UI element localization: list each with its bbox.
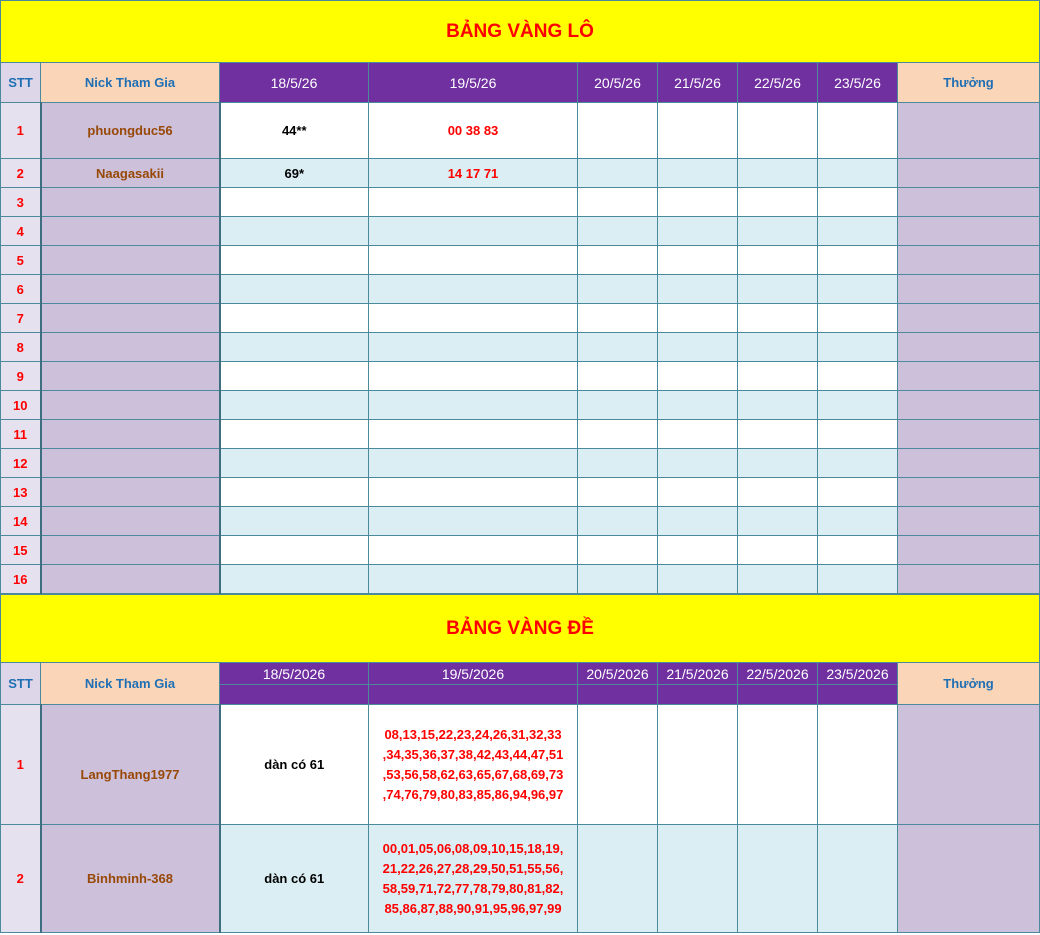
row-nick[interactable]: [41, 478, 220, 507]
row-nick[interactable]: [41, 507, 220, 536]
de-title: BẢNG VÀNG ĐỀ: [1, 595, 1040, 663]
row-date-5[interactable]: [738, 188, 818, 217]
table-row: [1, 217, 1040, 246]
table-row: [1, 478, 1040, 507]
number-line: ,53,56,58,62,63,65,67,68,69,73: [382, 766, 564, 782]
de-header-date-5[interactable]: 22/5/2026: [738, 663, 818, 685]
row-date-1[interactable]: [220, 507, 369, 536]
row-date-1[interactable]: dàn có 61: [220, 825, 369, 933]
de-header-date-2[interactable]: 19/5/2026: [369, 663, 578, 685]
table-row: [1, 362, 1040, 391]
number-line: 85,86,87,88,90,91,95,96,97,99: [384, 900, 562, 916]
table-row: [1, 275, 1040, 304]
row-date-4[interactable]: [658, 478, 738, 507]
row-date-4[interactable]: [658, 188, 738, 217]
row-date-2[interactable]: [369, 420, 578, 449]
lo-header-prize[interactable]: Thưởng: [898, 63, 1040, 103]
de-header-sub-cell[interactable]: [578, 685, 658, 705]
table-row: [1, 825, 1040, 933]
row-date-1[interactable]: [220, 536, 369, 565]
row-date-5[interactable]: [738, 507, 818, 536]
row-date-6[interactable]: [818, 275, 898, 304]
row-date-6[interactable]: [818, 449, 898, 478]
row-nick[interactable]: [41, 246, 220, 275]
number-line: 58,59,71,72,77,78,79,80,81,82,: [382, 880, 564, 896]
row-stt[interactable]: 6: [1, 275, 41, 304]
table-row: [1, 536, 1040, 565]
row-date-1[interactable]: [220, 217, 369, 246]
row-date-1[interactable]: [220, 362, 369, 391]
row-date-4[interactable]: [658, 275, 738, 304]
table-row: [1, 507, 1040, 536]
row-date-3[interactable]: [578, 478, 658, 507]
row-date-1[interactable]: [220, 304, 369, 333]
row-date-3[interactable]: [578, 420, 658, 449]
row-date-5[interactable]: [738, 825, 818, 933]
row-date-4[interactable]: [658, 420, 738, 449]
row-stt[interactable]: 7: [1, 304, 41, 333]
row-nick[interactable]: [41, 362, 220, 391]
row-stt[interactable]: 12: [1, 449, 41, 478]
row-prize[interactable]: [898, 536, 1040, 565]
de-header-sub-cell[interactable]: [658, 685, 738, 705]
row-prize[interactable]: [898, 449, 1040, 478]
row-date-4[interactable]: [658, 333, 738, 362]
row-stt[interactable]: 1: [1, 103, 41, 159]
row-stt[interactable]: 2: [1, 159, 41, 188]
row-date-4[interactable]: [658, 246, 738, 275]
de-header-stt[interactable]: STT: [1, 663, 41, 705]
row-nick[interactable]: [41, 449, 220, 478]
row-date-3[interactable]: [578, 217, 658, 246]
de-header-sub-cell[interactable]: [220, 685, 369, 705]
row-date-2[interactable]: [369, 188, 578, 217]
row-date-1[interactable]: [220, 565, 369, 594]
row-date-5[interactable]: [738, 565, 818, 594]
row-date-5[interactable]: [738, 246, 818, 275]
lo-header-date-3[interactable]: 20/5/26: [578, 63, 658, 103]
row-date-2[interactable]: 00 38 83: [369, 103, 578, 159]
row-date-6[interactable]: [818, 246, 898, 275]
row-stt[interactable]: 1: [1, 705, 41, 825]
lo-header-date-1[interactable]: 18/5/26: [220, 63, 369, 103]
row-prize[interactable]: [898, 217, 1040, 246]
de-header-date-3[interactable]: 20/5/2026: [578, 663, 658, 685]
row-date-1[interactable]: [220, 420, 369, 449]
row-date-5[interactable]: [738, 362, 818, 391]
de-header-date-6[interactable]: 23/5/2026: [818, 663, 898, 685]
row-date-3[interactable]: [578, 391, 658, 420]
row-prize[interactable]: [898, 333, 1040, 362]
row-date-3[interactable]: [578, 159, 658, 188]
table-row: [1, 304, 1040, 333]
row-date-6[interactable]: [818, 420, 898, 449]
de-header-nick[interactable]: Nick Tham Gia: [41, 663, 220, 705]
row-date-6[interactable]: [818, 304, 898, 333]
row-date-5[interactable]: [738, 275, 818, 304]
row-date-6[interactable]: [818, 565, 898, 594]
row-date-5[interactable]: [738, 536, 818, 565]
row-date-6[interactable]: [818, 333, 898, 362]
row-date-1[interactable]: dàn có 61: [220, 705, 369, 825]
number-line: 00,01,05,06,08,09,10,15,18,19,: [382, 840, 564, 856]
row-date-1[interactable]: [220, 449, 369, 478]
row-stt[interactable]: 16: [1, 565, 41, 594]
row-date-4[interactable]: [658, 304, 738, 333]
row-nick[interactable]: [41, 536, 220, 565]
row-date-2-numbers[interactable]: [369, 825, 578, 933]
lo-title: BẢNG VÀNG LÔ: [1, 1, 1040, 63]
row-stt[interactable]: 3: [1, 188, 41, 217]
row-stt[interactable]: 4: [1, 217, 41, 246]
row-prize[interactable]: [898, 420, 1040, 449]
row-date-3[interactable]: [578, 275, 658, 304]
row-nick[interactable]: [41, 565, 220, 594]
row-date-3[interactable]: [578, 333, 658, 362]
row-date-3[interactable]: [578, 536, 658, 565]
row-date-4[interactable]: [658, 507, 738, 536]
row-prize[interactable]: [898, 507, 1040, 536]
row-prize[interactable]: [898, 391, 1040, 420]
number-line: ,74,76,79,80,83,85,86,94,96,97: [382, 786, 564, 802]
de-table: [0, 594, 1040, 933]
row-date-6[interactable]: [818, 362, 898, 391]
row-date-4[interactable]: [658, 362, 738, 391]
row-prize[interactable]: [898, 362, 1040, 391]
row-date-6[interactable]: [818, 391, 898, 420]
row-prize[interactable]: [898, 565, 1040, 594]
table-row: [1, 565, 1040, 594]
row-date-4[interactable]: [658, 217, 738, 246]
row-date-1[interactable]: [220, 478, 369, 507]
row-date-5[interactable]: [738, 478, 818, 507]
row-date-4[interactable]: [658, 536, 738, 565]
row-prize[interactable]: [898, 705, 1040, 825]
de-header-sub-cell[interactable]: [738, 685, 818, 705]
de-header-sub-cell[interactable]: [818, 685, 898, 705]
number-line: ,34,35,36,37,38,42,43,44,47,51: [382, 746, 564, 762]
row-nick[interactable]: [41, 420, 220, 449]
row-date-3[interactable]: [578, 507, 658, 536]
row-date-6[interactable]: [818, 103, 898, 159]
row-nick[interactable]: phuongduc56: [41, 103, 220, 159]
lo-header-date-6[interactable]: 23/5/26: [818, 63, 898, 103]
row-date-2[interactable]: [369, 507, 578, 536]
row-date-1[interactable]: [220, 246, 369, 275]
row-date-4[interactable]: [658, 449, 738, 478]
row-date-5[interactable]: [738, 391, 818, 420]
table-row: [1, 188, 1040, 217]
row-prize[interactable]: [898, 159, 1040, 188]
table-row: [1, 420, 1040, 449]
row-date-5[interactable]: [738, 304, 818, 333]
row-date-3[interactable]: [578, 246, 658, 275]
row-stt[interactable]: 14: [1, 507, 41, 536]
row-date-4[interactable]: [658, 705, 738, 825]
row-prize[interactable]: [898, 103, 1040, 159]
row-prize[interactable]: [898, 188, 1040, 217]
table-row: [1, 246, 1040, 275]
row-stt[interactable]: 15: [1, 536, 41, 565]
row-prize[interactable]: [898, 478, 1040, 507]
lo-header-date-4[interactable]: 21/5/26: [658, 63, 738, 103]
table-row: [1, 705, 1040, 825]
row-prize[interactable]: [898, 825, 1040, 933]
row-stt[interactable]: 2: [1, 825, 41, 933]
row-nick[interactable]: [41, 217, 220, 246]
row-date-2[interactable]: [369, 304, 578, 333]
row-prize[interactable]: [898, 304, 1040, 333]
row-date-2[interactable]: [369, 275, 578, 304]
row-stt[interactable]: 9: [1, 362, 41, 391]
row-date-3[interactable]: [578, 705, 658, 825]
row-date-4[interactable]: [658, 103, 738, 159]
row-date-5[interactable]: [738, 705, 818, 825]
row-date-6[interactable]: [818, 159, 898, 188]
row-date-6[interactable]: [818, 507, 898, 536]
row-date-3[interactable]: [578, 103, 658, 159]
row-date-6[interactable]: [818, 536, 898, 565]
lo-header-date-2[interactable]: 19/5/26: [369, 63, 578, 103]
row-date-2[interactable]: [369, 449, 578, 478]
row-prize[interactable]: [898, 246, 1040, 275]
row-date-2[interactable]: [369, 478, 578, 507]
row-date-2[interactable]: [369, 536, 578, 565]
row-date-5[interactable]: [738, 333, 818, 362]
number-line: 21,22,26,27,28,29,50,51,55,56,: [382, 860, 564, 876]
row-nick[interactable]: [41, 275, 220, 304]
row-date-2[interactable]: [369, 362, 578, 391]
row-date-2-numbers[interactable]: [369, 705, 578, 825]
row-nick[interactable]: Binhminh-368: [41, 825, 220, 933]
row-date-2[interactable]: [369, 391, 578, 420]
row-date-2[interactable]: 14 17 71: [369, 159, 578, 188]
lo-header-date-5[interactable]: 22/5/26: [738, 63, 818, 103]
row-nick[interactable]: LangThang1977: [41, 705, 220, 825]
de-header-date-1[interactable]: 18/5/2026: [220, 663, 369, 685]
row-date-5[interactable]: [738, 449, 818, 478]
row-date-1[interactable]: [220, 333, 369, 362]
table-row: [1, 103, 1040, 159]
row-date-3[interactable]: [578, 362, 658, 391]
row-date-2[interactable]: [369, 246, 578, 275]
de-header-sub-cell[interactable]: [369, 685, 578, 705]
row-date-4[interactable]: [658, 159, 738, 188]
row-date-1[interactable]: 44**: [220, 103, 369, 159]
row-date-3[interactable]: [578, 304, 658, 333]
lo-header-nick[interactable]: Nick Tham Gia: [41, 63, 220, 103]
row-date-1[interactable]: [220, 275, 369, 304]
row-date-5[interactable]: [738, 103, 818, 159]
row-date-6[interactable]: [818, 705, 898, 825]
row-prize[interactable]: [898, 275, 1040, 304]
de-header-prize[interactable]: Thưởng: [898, 663, 1040, 705]
lo-header-stt[interactable]: STT: [1, 63, 41, 103]
row-date-6[interactable]: [818, 188, 898, 217]
de-header-date-4[interactable]: 21/5/2026: [658, 663, 738, 685]
row-date-2[interactable]: [369, 565, 578, 594]
row-stt[interactable]: 13: [1, 478, 41, 507]
row-nick[interactable]: [41, 304, 220, 333]
row-date-1[interactable]: [220, 188, 369, 217]
row-date-5[interactable]: [738, 217, 818, 246]
table-row: [1, 159, 1040, 188]
row-date-4[interactable]: [658, 565, 738, 594]
row-date-3[interactable]: [578, 188, 658, 217]
row-date-1[interactable]: 69*: [220, 159, 369, 188]
table-row: [1, 391, 1040, 420]
number-line: 08,13,15,22,23,24,26,31,32,33: [384, 726, 562, 742]
row-date-4[interactable]: [658, 825, 738, 933]
row-date-2[interactable]: [369, 217, 578, 246]
row-date-4[interactable]: [658, 391, 738, 420]
row-date-3[interactable]: [578, 449, 658, 478]
row-date-5[interactable]: [738, 159, 818, 188]
row-nick[interactable]: Naagasakii: [41, 159, 220, 188]
row-nick[interactable]: [41, 188, 220, 217]
row-date-6[interactable]: [818, 825, 898, 933]
row-stt[interactable]: 5: [1, 246, 41, 275]
row-date-6[interactable]: [818, 478, 898, 507]
table-row: [1, 333, 1040, 362]
row-date-3[interactable]: [578, 565, 658, 594]
row-nick[interactable]: [41, 391, 220, 420]
table-row: [1, 449, 1040, 478]
row-date-5[interactable]: [738, 420, 818, 449]
row-date-6[interactable]: [818, 217, 898, 246]
row-nick[interactable]: [41, 333, 220, 362]
row-stt[interactable]: 8: [1, 333, 41, 362]
row-date-3[interactable]: [578, 825, 658, 933]
row-date-2[interactable]: [369, 333, 578, 362]
row-stt[interactable]: 11: [1, 420, 41, 449]
row-stt[interactable]: 10: [1, 391, 41, 420]
row-date-1[interactable]: [220, 391, 369, 420]
